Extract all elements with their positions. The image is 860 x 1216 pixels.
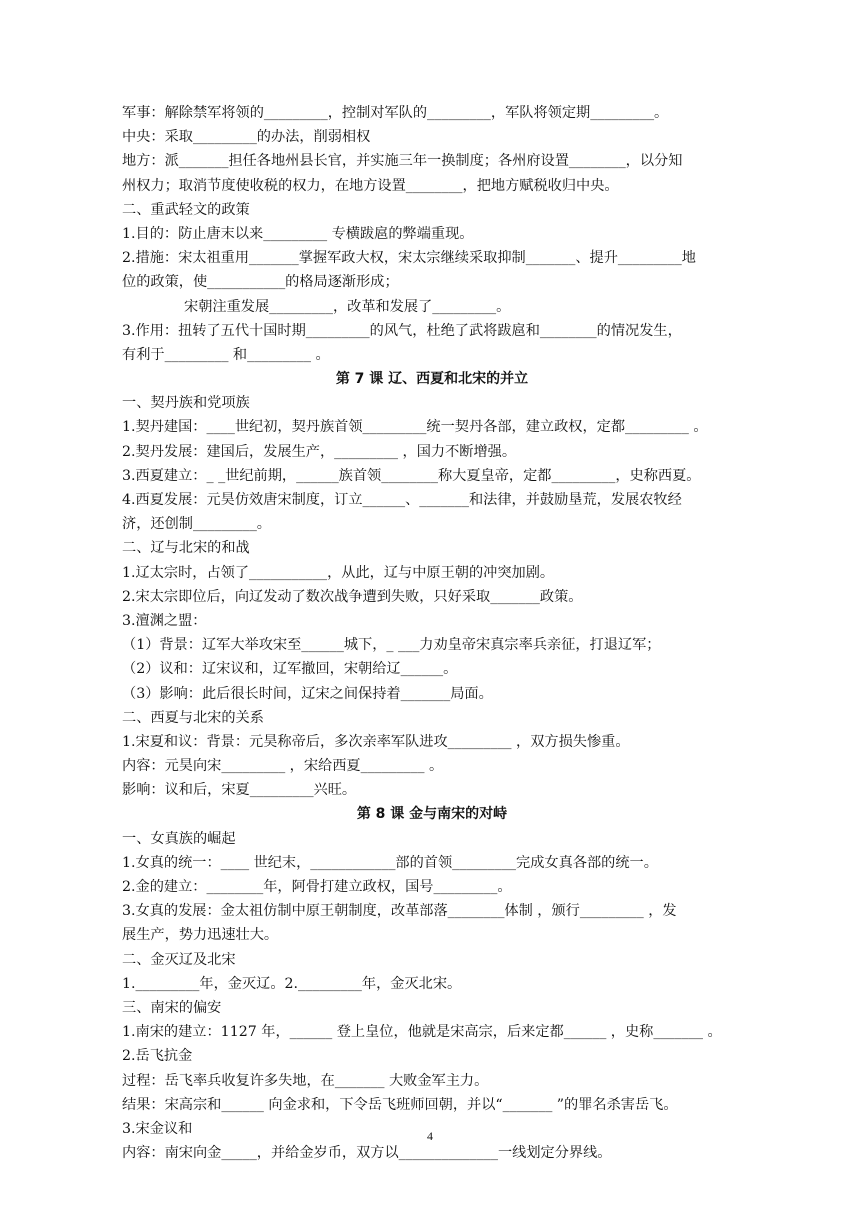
text-line: 二、重武轻文的政策 [122, 201, 250, 218]
page-number: 4 [427, 1129, 433, 1143]
text-line: 一、契丹族和党项族 [122, 395, 250, 412]
text-line: 地方：派_______担任各地州县长官，并实施三年一换制度；各州府设置________，以分知 [122, 153, 683, 170]
lesson-title: 第 7 课 辽、西夏和北宋的并立 [335, 371, 529, 388]
text-line: 2.契丹发展：建国后，发展生产，_________ ，国力不断增强。 [122, 443, 517, 460]
text-line: 一、女真族的崛起 [122, 830, 236, 847]
text-line: 1.辽太宗时，占领了___________，从此，辽与中原王朝的冲突加剧。 [122, 564, 555, 581]
text-line: 展生产，势力迅速壮大。 [122, 927, 279, 944]
text-line: 影响：议和后，宋夏_________兴旺。 [122, 782, 357, 799]
text-line: 2.岳飞抗金 [122, 1048, 193, 1065]
text-line: 内容：元昊向宋_________ ，宋给西夏_________ 。 [122, 758, 444, 775]
text-line: 1._________年，金灭辽。2._________年，金灭北宋。 [122, 975, 462, 992]
text-line: 1.女真的统一：____ 世纪末，____________部的首领_________完成女真各部的统一。 [122, 854, 658, 871]
text-line: 军事：解除禁军将领的_________，控制对军队的_________，军队将领定期_________。 [122, 105, 669, 121]
text-line: 1.宋夏和议：背景：元昊称帝后，多次亲率军队进攻_________ ，双方损失惨重。 [122, 733, 630, 750]
text-line: 3.澶渊之盟： [122, 612, 207, 629]
text-line: 二、金灭辽及北宋 [122, 951, 236, 968]
text-line: 过程：岳飞率兵收复许多失地，在_______ 大败金军主力。 [122, 1072, 489, 1089]
text-line: 2.金的建立：________年，阿骨打建立政权，国号_________。 [122, 879, 512, 895]
text-line: 宋朝注重发展_________，改革和发展了_________。 [184, 298, 511, 315]
text-line: 3.西夏建立：_ _世纪前期，______族首领________称大夏皇帝，定都_________，史称西夏。 [122, 467, 701, 484]
text-line: （3）影响：此后很长时间，辽宋之间保持着_______局面。 [122, 685, 493, 702]
text-line: 州权力；取消节度使收税的权力，在地方设置________，把地方赋税收归中央。 [122, 177, 619, 194]
text-line: 二、西夏与北宋的关系 [122, 709, 264, 726]
text-line: 3.宋金议和 [122, 1120, 193, 1137]
text-line: 4.西夏发展：元昊仿效唐宋制度，订立______、_______和法律，并鼓励垦荒，发展农牧经 [122, 492, 682, 508]
text-line: 2.措施：宋太祖重用_______掌握军政大权，宋太宗继续采取抑制_______、提升_________地 [122, 250, 696, 267]
text-line: 3.作用：扭转了五代十国时期_________的风气，杜绝了武将跋扈和________的情况发生， [122, 322, 682, 339]
text-line: 1.契丹建国：____世纪初，契丹族首领_________统一契丹各部，建立政权，定都_________ 。 [122, 419, 708, 436]
text-line: 内容：南宋向金_____，并给金岁币，双方以______________一线划定分界线。 [122, 1145, 612, 1162]
text-line: 中央：采取_________的办法，削弱相权 [122, 129, 371, 146]
document-body [122, 101, 742, 1165]
text-line: （1）背景：辽军大举攻宋至______城下，_ ___力劝皇帝宋真宗率兵亲征，打退辽军； [122, 637, 661, 654]
text-line: 济，还创制_________。 [122, 516, 271, 533]
text-line: 位的政策，使___________的格局逐渐形成； [122, 274, 399, 291]
text-line: 1.南宋的建立：1127 年，______ 登上皇位，他就是宋高宗，后来定都______ ，史称_______ 。 [122, 1024, 722, 1041]
text-line: 结果：宋高宗和______ 向金求和，下令岳飞班师回朝，并以“_______ ”的罪名杀害岳飞。 [122, 1096, 678, 1113]
text-line: 三、南宋的偏安 [122, 999, 222, 1016]
text-line: 3.女真的发展：金太祖仿制中原王朝制度，改革部落________体制 ，颁行_________ ，发 [122, 903, 677, 920]
text-line: 二、辽与北宋的和战 [122, 540, 250, 557]
text-line: 1.目的：防止唐末以来_________ 专横跋扈的弊端重现。 [122, 225, 474, 242]
text-line: 2.宋太宗即位后，向辽发动了数次战争遭到失败，只好采取_______政策。 [122, 588, 583, 605]
lesson-title: 第 8 课 金与南宋的对峙 [356, 806, 508, 823]
text-line: 有利于_________ 和_________ 。 [122, 346, 330, 363]
text-line: （2）议和：辽宋议和，辽军撤回，宋朝给辽______。 [122, 661, 458, 678]
